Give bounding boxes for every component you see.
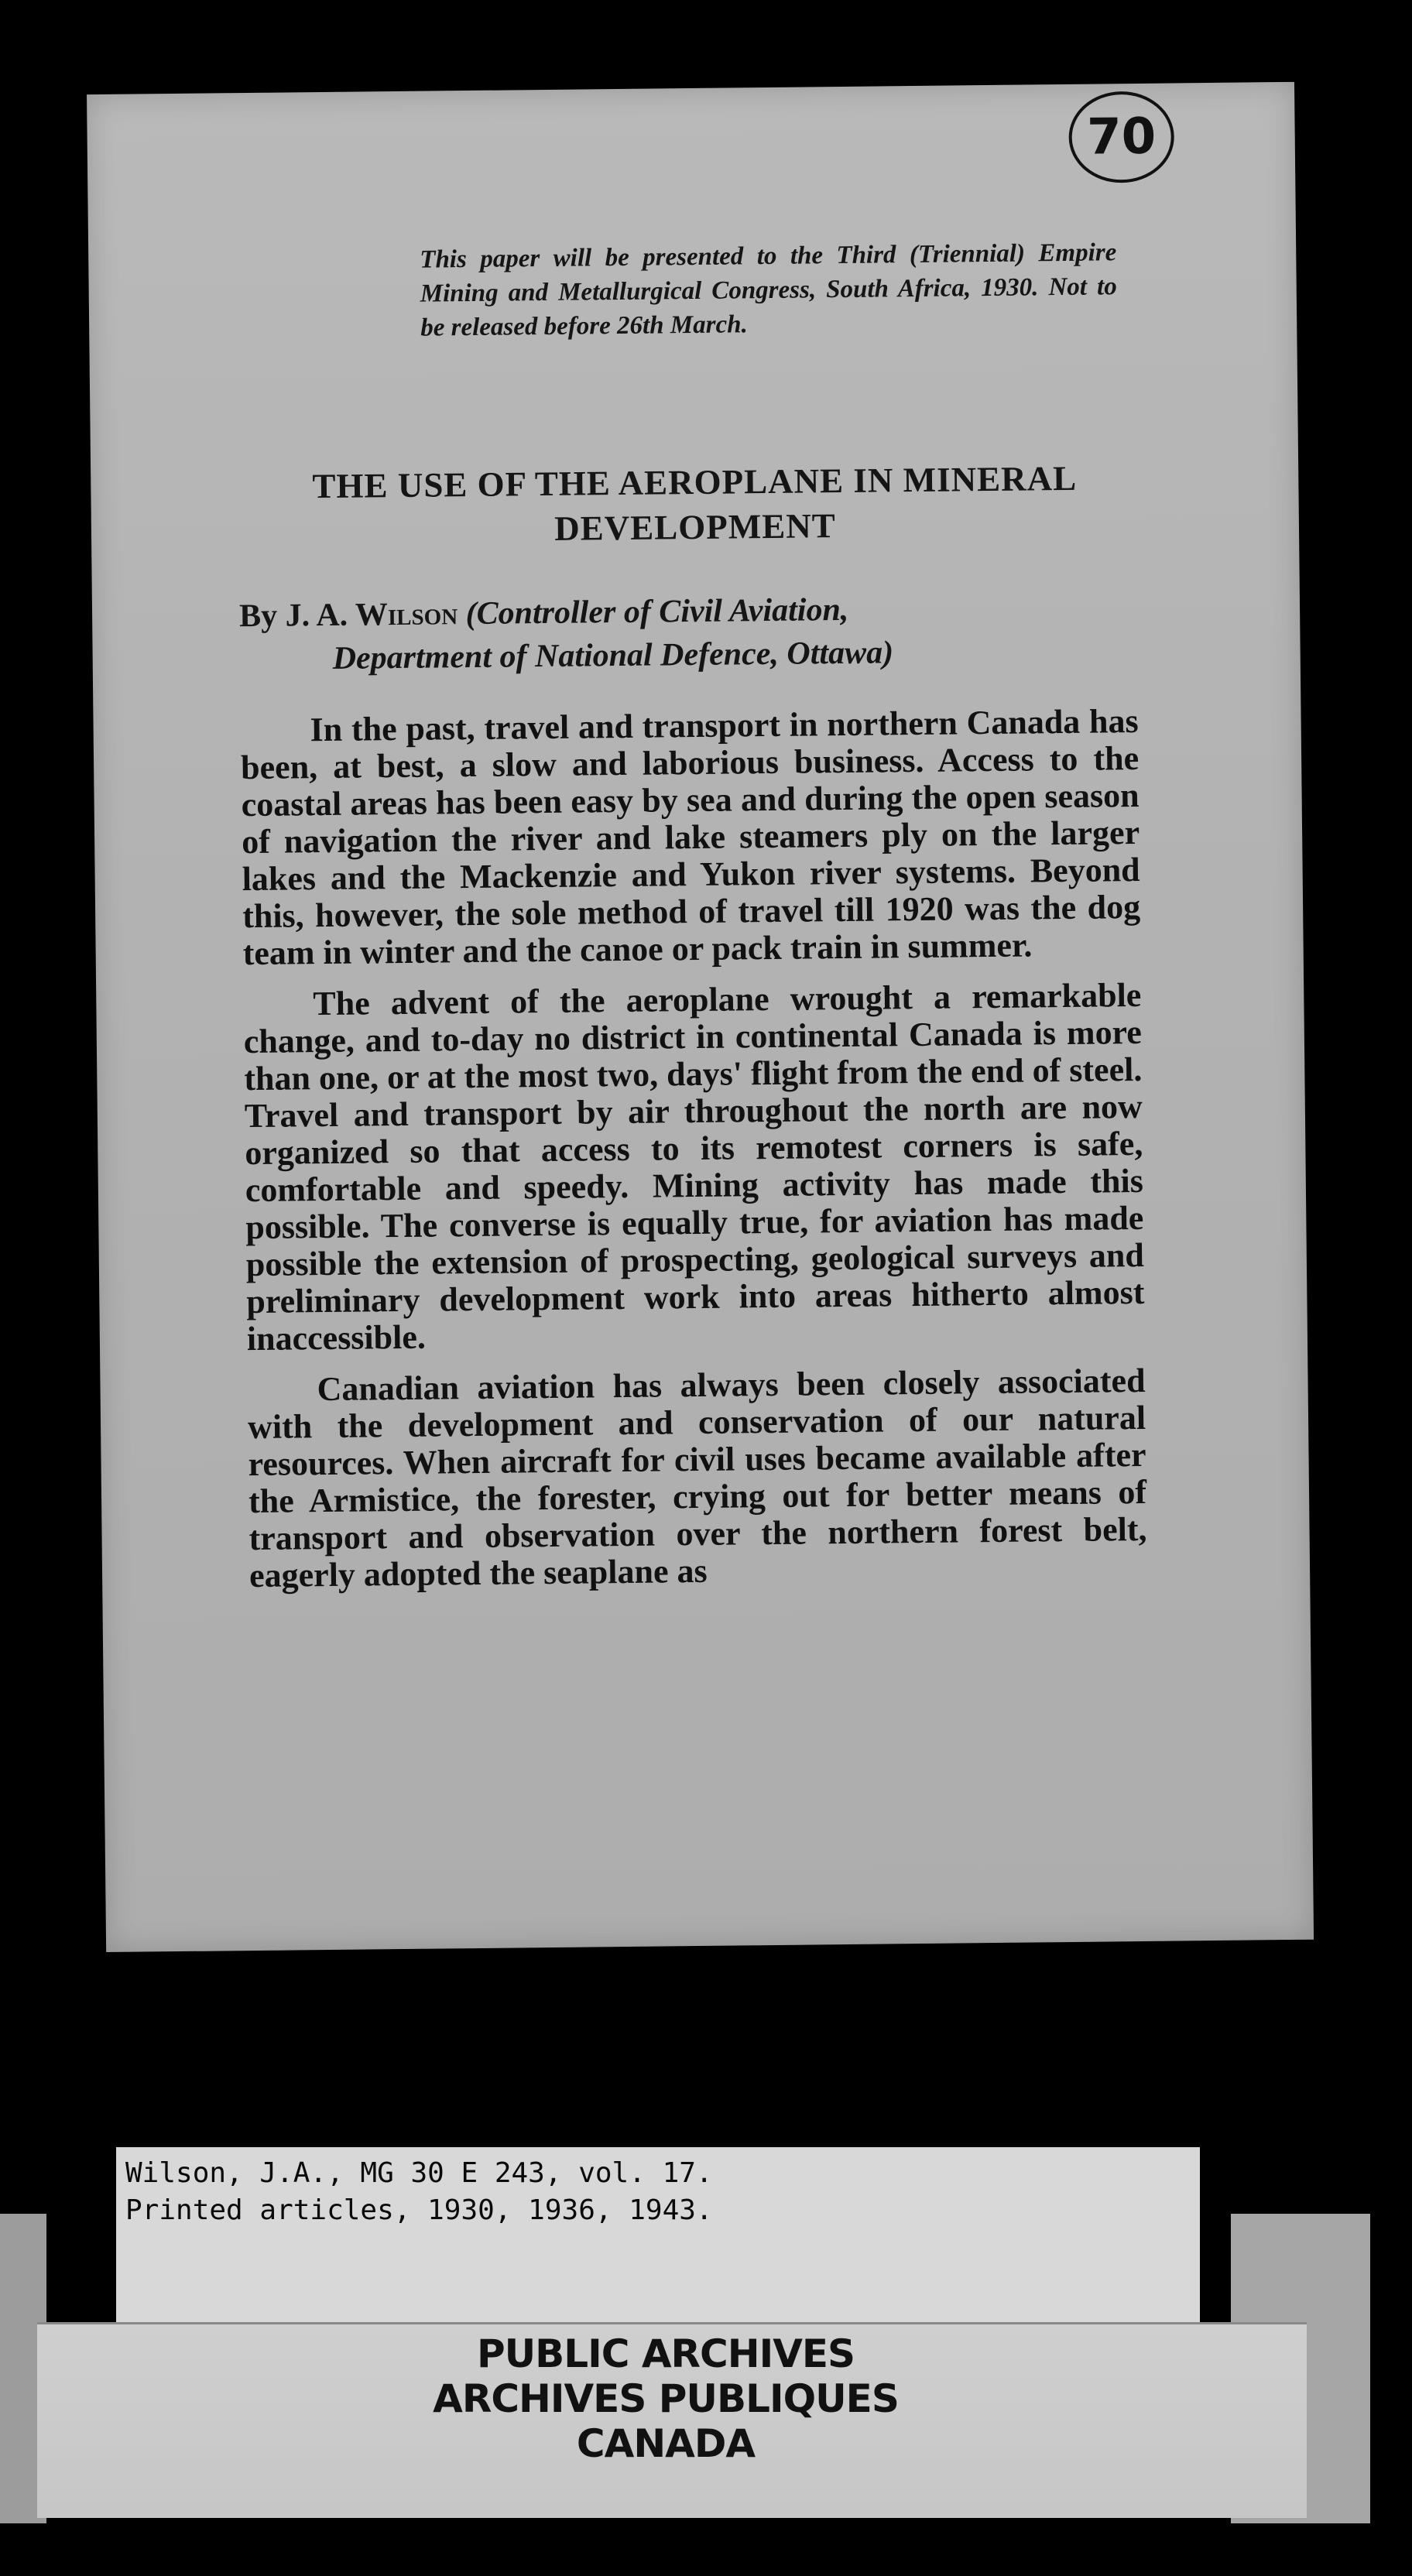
paragraph-3: Canadian aviation has always been closely associated with the development and conservation of our natural resources. When aircraft for civil uses became available after the Armistice, the forester, crying out for better means of transport and observation over the northern forest belt, eagerly adopted the seaplane as <box>247 1361 1147 1595</box>
paragraph-2: The advent of the aeroplane wrought a remarkable change, and to-day no district in continental Canada is more than one, or at the most two, days' flight from the end of steel. Travel and transport by air throughout the north are now organized so that access to its remotest corners is safe, comfortable and speedy. Mining activity has made this possible. The converse is equally true, for aviation has made possible the extension of prospecting, geological surveys and preliminary development work into areas hitherto almost inaccessible. <box>243 975 1145 1358</box>
title-line-2: DEVELOPMENT <box>553 506 836 548</box>
archive-label <box>125 2155 713 2229</box>
archive-stamp-line-2: ARCHIVES PUBLIQUES <box>433 2376 899 2421</box>
title-line-1: THE USE OF THE AEROPLANE IN MINERAL <box>312 458 1078 506</box>
article-body <box>240 703 1147 1608</box>
archive-label-line-1: Wilson, J.A., MG 30 E 243, vol. 17. <box>125 2157 713 2189</box>
archive-stamp <box>325 2331 1006 2466</box>
archive-stamp-line-1: PUBLIC ARCHIVES <box>476 2331 855 2376</box>
page-number: 70 <box>1086 108 1157 166</box>
document-page <box>87 82 1314 1952</box>
archive-stamp-line-3: CANADA <box>576 2421 756 2466</box>
byline-prefix: By <box>238 598 278 635</box>
presentation-notice: This paper will be presented to the Third (Triennial) Empire Mining and Metallurgical Congress, South Africa, 1930. Not to be released before 26th March. <box>420 238 1117 342</box>
paragraph-1: In the past, travel and transport in northern Canada has been, at best, a slow and laborious business. Access to the coastal areas has been easy by sea and during the open season of navigation the river and lake steamers ply on the larger lakes and the Mackenzie and Yukon river systems. Beyond this, however, the sole method of travel till 1920 was the dog team in winter and the canoe or pack train in summer. <box>240 701 1141 973</box>
author-name: J. A. Wilson <box>285 596 458 634</box>
archive-label-line-2: Printed articles, 1930, 1936, 1943. <box>125 2194 713 2226</box>
page-number-circle <box>1068 91 1174 183</box>
author-role-line-1: (Controller of Civil Aviation, <box>465 591 849 632</box>
byline <box>239 585 1169 682</box>
author-role-line-2: Department of National Defence, Ottawa) <box>332 635 894 677</box>
article-title <box>230 455 1160 555</box>
